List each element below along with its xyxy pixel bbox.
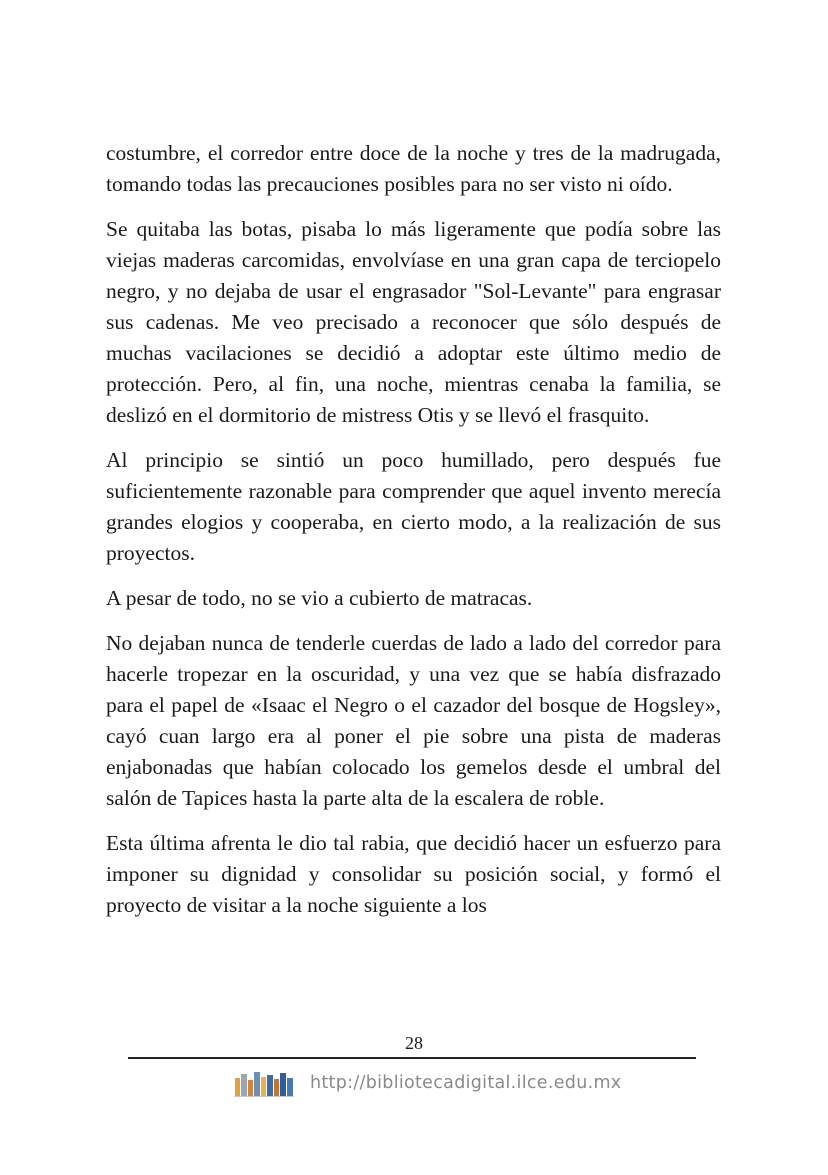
page-number: 28 [405,1033,423,1053]
paragraph-3: Al principio se sintió un poco humillado, pero después fue suficientemente razonable para comprender que aquel invento merecía grandes elogios y cooperaba, en cierto modo, a la realización de sus proyectos. [106,448,721,565]
paragraph-2: Se quitaba las botas, pisaba lo más ligeramente que podía sobre las viejas maderas carcomidas, envolvíase en una gran capa de terciopelo negro, y no dejaba de usar el engrasador "Sol-Levante" para engrasar sus cadenas. Me veo precisado a reconocer que sólo después de muchas vacilaciones se decidió a adoptar este último medio de protección. Pero, al fin, una noche, mientras cenaba la familia, se deslizó en el dormitorio de mistress Otis y se llevó el frasquito. [106,217,721,427]
books-icon [234,1069,300,1097]
paragraph-1: costumbre, el corredor entre doce de la noche y tres de la madrugada, tomando todas las precauciones posibles para no ser visto ni oído. [106,141,721,196]
paragraph-4: A pesar de todo, no se vio a cubierto de matracas. [106,586,533,610]
page-body [106,138,721,935]
footer-url: http://bibliotecadigital.ilce.edu.mx [310,1073,622,1093]
footer-brand [234,1068,621,1098]
footer-divider [128,1057,696,1059]
paragraph-6: Esta última afrenta le dio tal rabia, que decidió hacer un esfuerzo para imponer su dignidad y consolidar su posición social, y formó el proyecto de visitar a la noche siguiente a los [106,831,721,917]
paragraph-5: No dejaban nunca de tenderle cuerdas de lado a lado del corredor para hacerle tropezar en la oscuridad, y una vez que se había disfrazado para el papel de «Isaac el Negro o el cazador del bosque de Hogsley», cayó cuan largo era al poner el pie sobre una pista de maderas enjabonadas que habían colocado los gemelos desde el umbral del salón de Tapices hasta la parte alta de la escalera de roble. [106,631,721,810]
